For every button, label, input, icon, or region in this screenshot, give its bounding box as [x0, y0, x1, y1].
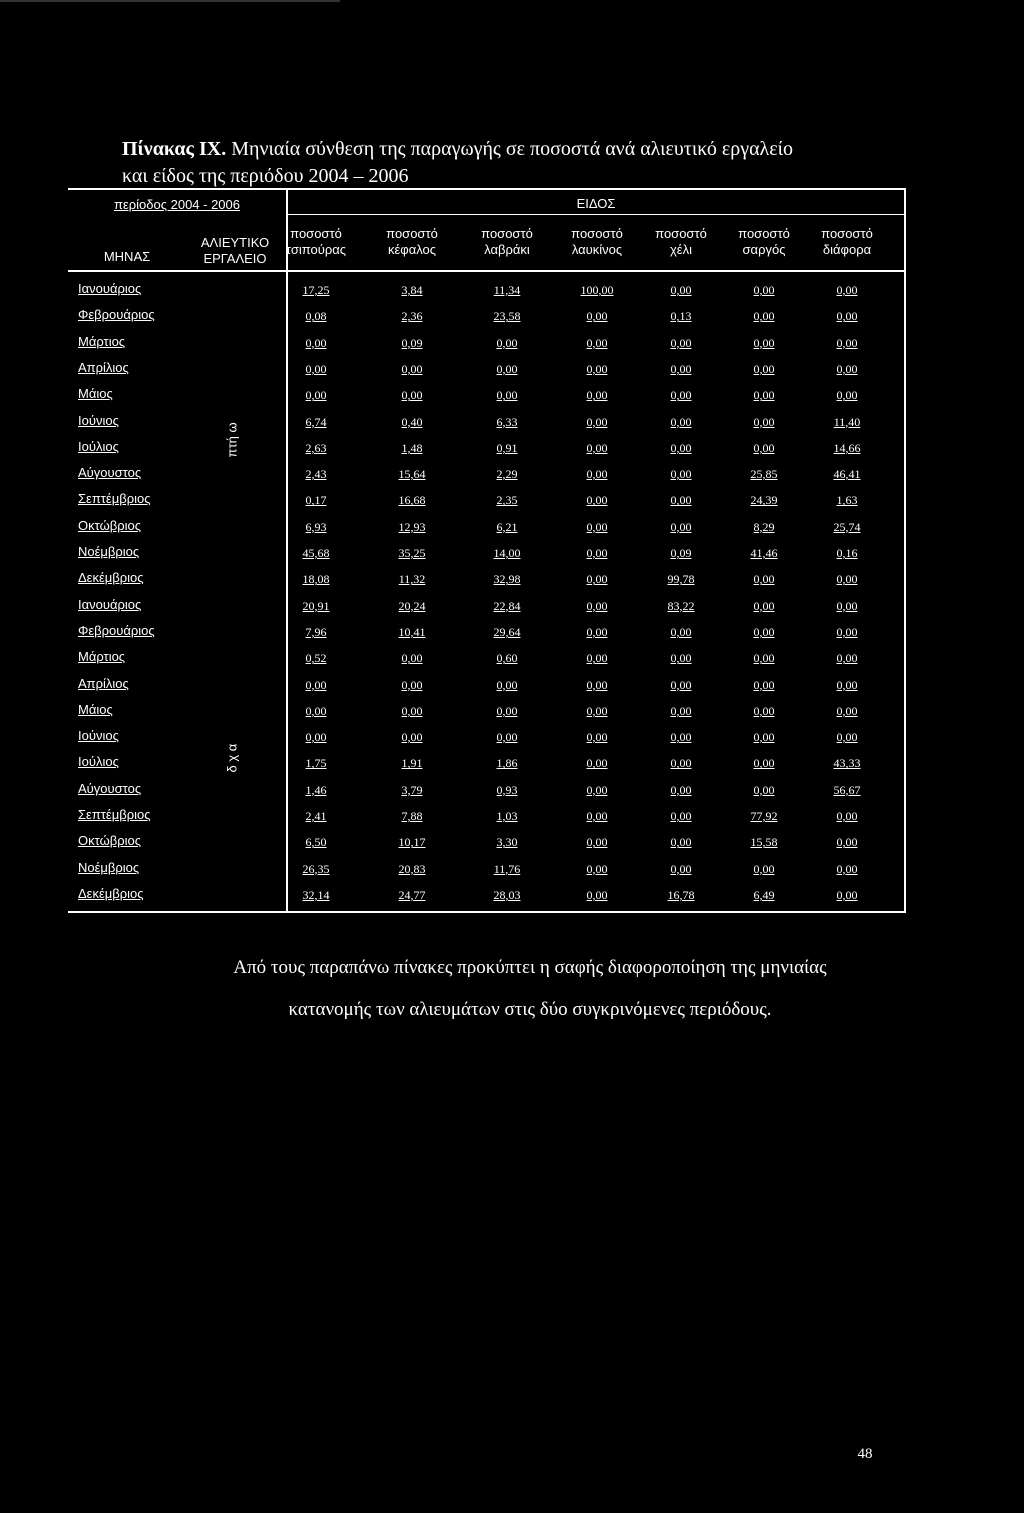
value-cell: 0,00	[670, 809, 692, 823]
table-caption	[122, 136, 982, 190]
month-header: ΜΗΝΑΣ	[103, 249, 151, 264]
tool-header-line-2: ΕΡΓΑΛΕΙΟ	[203, 251, 267, 266]
value-cell: 0,00	[753, 572, 775, 587]
value-cell: 0,00	[586, 388, 608, 403]
value-cell: 11,34	[493, 283, 521, 297]
tool-header-line-1: ΑΛΙΕΥΤΙΚΟ	[200, 235, 270, 250]
column-header-line-2: λαβράκι	[484, 242, 530, 257]
value-cell: 11,32	[398, 572, 426, 587]
column-header	[636, 226, 726, 258]
tool-label-2: δ χ α	[224, 743, 240, 773]
column-header-line-2: διάφορα	[822, 242, 872, 257]
month-cell: Οκτώβριος	[78, 833, 141, 849]
table-row	[68, 568, 906, 594]
value-cell: 16,78	[667, 887, 695, 902]
value-cell: 0,00	[305, 335, 327, 350]
value-cell: 32,98	[493, 572, 521, 587]
table-row	[68, 279, 906, 305]
month-cell: Ιανουάριος	[78, 596, 142, 612]
table-row	[68, 621, 906, 647]
value-cell: 0,00	[670, 283, 692, 297]
value-cell: 0,00	[836, 388, 858, 403]
value-cell: 0,00	[670, 624, 692, 639]
value-cell: 0,00	[670, 335, 692, 350]
value-cell: 0,00	[753, 283, 775, 297]
table-row	[68, 674, 906, 700]
value-cell: 0,00	[670, 730, 692, 745]
value-cell: 25,85	[750, 467, 778, 482]
value-cell: 1,03	[496, 809, 518, 823]
value-cell: 3,30	[496, 835, 518, 850]
value-cell: 0,00	[836, 677, 858, 692]
value-cell: 0,00	[586, 624, 608, 639]
value-cell: 0,00	[496, 361, 518, 376]
value-cell: 0,00	[670, 782, 692, 797]
value-cell: 46,41	[833, 467, 861, 482]
value-cell: 0,00	[836, 572, 858, 587]
value-cell: 24,39	[750, 493, 778, 508]
value-cell: 0,52	[305, 651, 327, 666]
month-cell: Αύγουστος	[78, 780, 142, 796]
value-cell: 56,67	[833, 782, 861, 797]
value-cell: 0,60	[496, 651, 518, 666]
month-cell: Αύγουστος	[78, 465, 142, 481]
value-cell: 32,14	[302, 887, 330, 902]
table-row	[68, 516, 906, 542]
column-header-line-2: σαργός	[742, 242, 786, 257]
month-cell: Μάιος	[78, 386, 113, 402]
value-cell: 35,25	[398, 546, 426, 560]
column-header-line-1: ποσοστό	[290, 226, 342, 241]
value-cell: 1,86	[496, 756, 518, 771]
value-cell: 0,00	[401, 388, 423, 403]
tool-label-1: πτή ω	[224, 422, 240, 458]
value-cell: 0,00	[670, 467, 692, 482]
value-cell: 0,40	[401, 414, 423, 429]
column-header	[271, 226, 361, 258]
value-cell: 0,00	[586, 782, 608, 797]
month-cell: Ιούνιος	[78, 412, 119, 428]
caption-line-2: και είδος της περιόδου 2004 – 2006	[122, 165, 409, 187]
table-row	[68, 884, 906, 910]
table-row	[68, 831, 906, 857]
value-cell: 11,76	[493, 861, 521, 876]
value-cell: 0,00	[753, 309, 775, 324]
month-cell: Μάρτιος	[78, 649, 126, 665]
value-cell: 0,00	[753, 335, 775, 350]
species-header: ΕΙΔΟΣ	[576, 196, 616, 211]
value-cell: 6,74	[305, 414, 327, 429]
value-cell: 0,17	[305, 493, 327, 508]
value-cell: 1,46	[305, 782, 327, 797]
value-cell: 29,64	[493, 624, 521, 639]
month-cell: Σεπτέμβριος	[78, 491, 151, 507]
value-cell: 0,00	[670, 861, 692, 876]
value-cell: 14,00	[493, 546, 521, 560]
value-cell: 0,00	[670, 414, 692, 429]
month-cell: Μάρτιος	[78, 333, 126, 349]
value-cell: 0,00	[401, 730, 423, 745]
value-cell: 0,00	[305, 730, 327, 745]
value-cell: 0,00	[753, 440, 775, 455]
value-cell: 0,00	[586, 835, 608, 850]
value-cell: 0,00	[753, 651, 775, 666]
month-cell: Νοέμβριος	[78, 544, 140, 559]
month-cell: Ιούλιος	[78, 438, 119, 454]
month-cell: Φεβρουάριος	[78, 622, 155, 638]
month-cell: Οκτώβριος	[78, 517, 141, 533]
value-cell: 0,00	[305, 388, 327, 403]
value-cell: 0,00	[836, 703, 858, 718]
value-cell: 7,88	[401, 809, 423, 823]
column-header	[719, 226, 809, 258]
table-row	[68, 805, 906, 831]
table-row	[68, 726, 906, 752]
value-cell: 1,63	[836, 493, 858, 508]
value-cell: 2,36	[401, 309, 423, 324]
value-cell: 0,00	[753, 730, 775, 745]
value-cell: 0,00	[670, 440, 692, 455]
table-row	[68, 384, 906, 410]
value-cell: 10,17	[398, 835, 426, 850]
table-row	[68, 463, 906, 489]
caption-label: Πίνακας ΙΧ.	[122, 138, 227, 160]
value-cell: 0,00	[586, 677, 608, 692]
value-cell: 22,84	[493, 598, 521, 613]
value-cell: 43,33	[833, 756, 861, 771]
value-cell: 26,35	[302, 861, 330, 876]
value-cell: 0,00	[753, 361, 775, 376]
value-cell: 0,00	[836, 861, 858, 876]
value-cell: 0,00	[753, 388, 775, 403]
value-cell: 0,00	[586, 887, 608, 902]
value-cell: 0,13	[670, 309, 692, 324]
paragraph-line-1: Από τους παραπάνω πίνακες προκύπτει η σαφής διαφοροποίηση της μηνιαίας	[233, 957, 827, 978]
value-cell: 15,64	[398, 467, 426, 482]
value-cell: 0,08	[305, 309, 327, 324]
value-cell: 0,00	[836, 361, 858, 376]
table-row	[68, 358, 906, 384]
value-cell: 0,00	[401, 677, 423, 692]
value-cell: 15,58	[750, 835, 778, 850]
value-cell: 0,00	[753, 756, 775, 771]
value-cell: 0,00	[586, 730, 608, 745]
value-cell: 0,00	[670, 703, 692, 718]
table-row	[68, 437, 906, 463]
value-cell: 0,00	[670, 493, 692, 508]
value-cell: 0,00	[753, 598, 775, 613]
table-row	[68, 595, 906, 621]
month-cell: Φεβρουάριος	[78, 307, 155, 323]
value-cell: 0,00	[305, 361, 327, 376]
month-cell: Μάιος	[78, 701, 113, 717]
value-cell: 2,43	[305, 467, 327, 482]
value-cell: 23,58	[493, 309, 521, 324]
table-row	[68, 752, 906, 778]
value-cell: 0,00	[753, 703, 775, 718]
value-cell: 3,84	[401, 283, 423, 297]
value-cell: 20,83	[398, 861, 426, 876]
value-cell: 0,00	[586, 598, 608, 613]
value-cell: 1,75	[305, 756, 327, 771]
value-cell: 20,24	[398, 598, 426, 613]
value-cell: 0,91	[496, 440, 518, 455]
value-cell: 0,93	[496, 782, 518, 797]
value-cell: 6,50	[305, 835, 327, 850]
value-cell: 0,00	[753, 414, 775, 429]
month-cell: Απρίλιος	[78, 359, 129, 375]
value-cell: 0,00	[836, 624, 858, 639]
value-cell: 0,00	[496, 388, 518, 403]
period-label: περίοδος 2004 - 2006	[113, 197, 240, 212]
value-cell: 0,00	[670, 756, 692, 771]
value-cell: 17,25	[302, 283, 330, 297]
header-separator	[68, 270, 906, 272]
value-cell: 3,79	[401, 782, 423, 797]
value-cell: 8,29	[753, 519, 775, 534]
value-cell: 0,00	[670, 361, 692, 376]
column-header-line-1: ποσοστό	[738, 226, 790, 241]
page-number: 48	[857, 1446, 873, 1462]
value-cell: 77,92	[750, 809, 778, 823]
value-cell: 0,00	[496, 677, 518, 692]
month-cell: Δεκέμβριος	[78, 570, 144, 586]
value-cell: 0,00	[753, 624, 775, 639]
month-cell: Ιούλιος	[78, 754, 119, 770]
table-row	[68, 332, 906, 358]
table-row	[68, 858, 906, 884]
value-cell: 0,00	[586, 414, 608, 429]
value-cell: 0,00	[586, 756, 608, 771]
value-cell: 16,68	[398, 493, 426, 508]
value-cell: 0,00	[836, 730, 858, 745]
column-header-line-2: χέλι	[669, 242, 692, 257]
value-cell: 0,00	[753, 677, 775, 692]
value-cell: 45,68	[302, 546, 330, 560]
value-cell: 0,09	[670, 546, 692, 560]
value-cell: 0,09	[401, 335, 423, 350]
value-cell: 0,00	[586, 361, 608, 376]
value-cell: 0,00	[586, 440, 608, 455]
value-cell: 1,91	[401, 756, 423, 771]
month-cell: Δεκέμβριος	[78, 885, 144, 901]
value-cell: 41,46	[750, 546, 778, 560]
column-header-line-1: ποσοστό	[821, 226, 873, 241]
value-cell: 0,00	[586, 519, 608, 534]
value-cell: 0,00	[753, 782, 775, 797]
month-cell: Ιανουάριος	[78, 281, 142, 296]
table-row	[68, 700, 906, 726]
value-cell: 0,00	[836, 809, 858, 823]
column-header-line-2: κέφαλος	[387, 242, 437, 257]
column-header-line-1: ποσοστό	[571, 226, 623, 241]
value-cell: 0,00	[305, 677, 327, 692]
value-cell: 6,33	[496, 414, 518, 429]
table-row	[68, 411, 906, 437]
value-cell: 18,08	[302, 572, 330, 587]
value-cell: 12,93	[398, 519, 426, 534]
value-cell: 0,00	[670, 677, 692, 692]
value-cell: 99,78	[667, 572, 695, 587]
value-cell: 0,00	[753, 861, 775, 876]
value-cell: 100,00	[580, 283, 614, 297]
value-cell: 0,00	[836, 835, 858, 850]
value-cell: 0,00	[836, 309, 858, 324]
month-cell: Απρίλιος	[78, 675, 129, 691]
value-cell: 2,63	[305, 440, 327, 455]
value-cell: 24,77	[398, 887, 426, 902]
value-cell: 0,00	[401, 651, 423, 666]
value-cell: 0,00	[401, 703, 423, 718]
value-cell: 0,00	[586, 335, 608, 350]
value-cell: 0,00	[836, 651, 858, 666]
column-header	[552, 226, 642, 258]
value-cell: 0,00	[670, 651, 692, 666]
value-cell: 0,00	[586, 572, 608, 587]
value-cell: 0,00	[586, 309, 608, 324]
value-cell: 2,35	[496, 493, 518, 508]
value-cell: 0,00	[401, 361, 423, 376]
value-cell: 14,66	[833, 440, 861, 455]
table-row	[68, 779, 906, 805]
month-cell: Ιούνιος	[78, 728, 119, 744]
value-cell: 0,00	[586, 651, 608, 666]
value-cell: 7,96	[305, 624, 327, 639]
value-cell: 2,41	[305, 809, 327, 823]
value-cell: 25,74	[833, 519, 861, 534]
column-header-line-1: ποσοστό	[481, 226, 533, 241]
table-row	[68, 647, 906, 673]
column-header-line-2: τσιπούρας	[285, 242, 347, 257]
column-header-line-1: ποσοστό	[655, 226, 707, 241]
table-row	[68, 305, 906, 331]
value-cell: 0,00	[670, 835, 692, 850]
value-cell: 0,00	[305, 703, 327, 718]
value-cell: 0,00	[586, 546, 608, 560]
value-cell: 0,16	[836, 546, 858, 560]
value-cell: 6,93	[305, 519, 327, 534]
value-cell: 1,48	[401, 440, 423, 455]
month-cell: Νοέμβριος	[78, 859, 140, 875]
top-edge-line	[0, 0, 340, 2]
value-cell: 83,22	[667, 598, 695, 613]
column-header	[462, 226, 552, 258]
paragraph-line-2: κατανομής των αλιευμάτων στις δύο συγκρινόμενες περιόδους.	[288, 999, 772, 1020]
table-row	[68, 542, 906, 568]
column-header	[802, 226, 892, 258]
value-cell: 0,00	[496, 335, 518, 350]
column-header-line-1: ποσοστό	[386, 226, 438, 241]
value-cell: 0,00	[836, 887, 858, 902]
value-cell: 0,00	[670, 519, 692, 534]
value-cell: 0,00	[586, 809, 608, 823]
value-cell: 10,41	[398, 624, 426, 639]
value-cell: 20,91	[302, 598, 330, 613]
column-header	[367, 226, 457, 258]
value-cell: 0,00	[496, 703, 518, 718]
value-cell: 28,03	[493, 887, 521, 902]
value-cell: 6,21	[496, 519, 518, 534]
value-cell: 6,49	[753, 887, 775, 902]
column-header-line-2: λαυκίνος	[571, 242, 623, 257]
month-cell: Σεπτέμβριος	[78, 807, 151, 822]
value-cell: 0,00	[836, 598, 858, 613]
value-cell: 0,00	[586, 493, 608, 508]
value-cell: 0,00	[836, 335, 858, 350]
species-header-rule	[286, 214, 906, 215]
value-cell: 0,00	[586, 467, 608, 482]
value-cell: 0,00	[836, 283, 858, 297]
value-cell: 0,00	[496, 730, 518, 745]
value-cell: 0,00	[670, 388, 692, 403]
value-cell: 2,29	[496, 467, 518, 482]
value-cell: 0,00	[586, 703, 608, 718]
table-row	[68, 489, 906, 515]
value-cell: 0,00	[586, 861, 608, 876]
caption-line-1: Μηνιαία σύνθεση της παραγωγής σε ποσοστά ανά αλιευτικό εργαλείο	[231, 138, 794, 160]
value-cell: 11,40	[833, 414, 861, 429]
